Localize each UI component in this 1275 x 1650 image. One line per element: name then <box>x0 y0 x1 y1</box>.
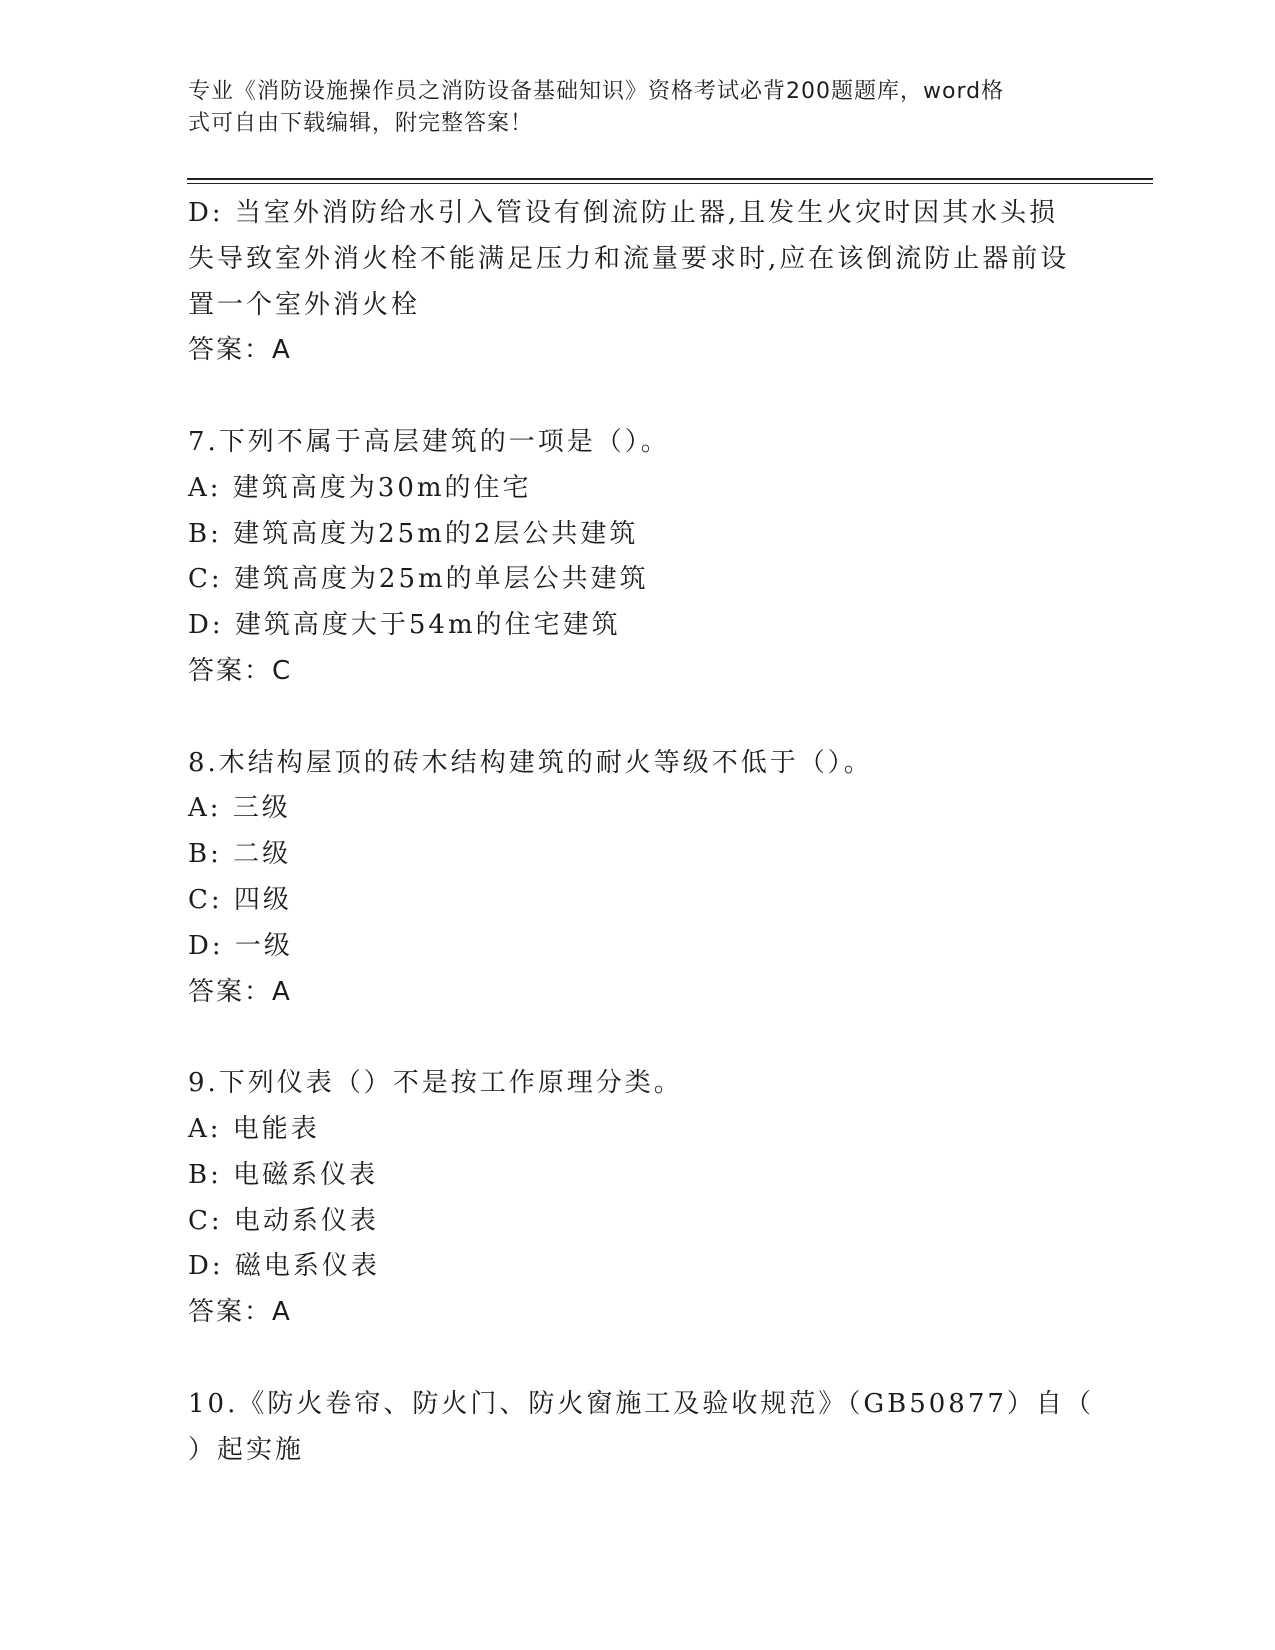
answer: 答案：A <box>188 976 292 1007</box>
document-header <box>188 76 1068 140</box>
question-9 <box>188 1061 1088 1336</box>
header-line-1: 专业《消防设施操作员之消防设备基础知识》资格考试必背200题题库，word格 <box>188 79 1005 104</box>
option-a: A: 三级 <box>188 793 291 824</box>
spacer <box>188 1015 1088 1061</box>
option-d: D: 一级 <box>188 930 293 961</box>
option-c: C: 建筑高度为25m的单层公共建筑 <box>188 564 649 595</box>
spacer <box>188 1336 1088 1382</box>
header-divider-thick <box>187 178 1153 180</box>
option-a: A: 建筑高度为30m的住宅 <box>188 472 532 503</box>
option-d: D: 磁电系仪表 <box>188 1251 380 1282</box>
question-6-tail <box>188 191 1088 374</box>
option-d-line-3: 置一个室外消火栓 <box>188 289 421 320</box>
option-b: B: 建筑高度为25m的2层公共建筑 <box>188 518 639 549</box>
question-stem: 9.下列仪表（）不是按工作原理分类。 <box>188 1068 683 1099</box>
option-d: D: 建筑高度大于54m的住宅建筑 <box>188 610 621 641</box>
question-stem-line-2: ）起实施 <box>188 1434 305 1465</box>
option-c: C: 电动系仪表 <box>188 1205 379 1236</box>
header-line-2: 式可自由下载编辑，附完整答案！ <box>188 111 534 136</box>
spacer <box>188 374 1088 420</box>
answer: 答案：A <box>188 1297 292 1328</box>
option-d-line-1: D: 当室外消防给水引入管设有倒流防止器,且发生火灾时因其水头损 <box>188 198 1059 228</box>
spacer <box>188 695 1088 741</box>
answer-6: 答案：A <box>188 335 292 366</box>
question-stem: 8.木结构屋顶的砖木结构建筑的耐火等级不低于（）。 <box>188 747 873 778</box>
option-b: B: 电磁系仪表 <box>188 1159 379 1190</box>
option-a: A: 电能表 <box>188 1113 320 1144</box>
question-10 <box>188 1382 1094 1474</box>
option-b: B: 二级 <box>188 839 292 870</box>
question-stem-line-1: 10.《防火卷帘、防火门、防火窗施工及验收规范》（GB50877）自（ <box>188 1388 1094 1419</box>
option-d-line-2: 失导致室外消火栓不能满足压力和流量要求时,应在该倒流防止器前设 <box>188 243 1070 274</box>
question-content <box>188 191 1094 1473</box>
question-stem: 7.下列不属于高层建筑的一项是（）。 <box>188 426 670 457</box>
question-7 <box>188 420 1088 695</box>
answer: 答案：C <box>188 655 293 686</box>
header-divider-thin <box>187 183 1153 184</box>
option-c: C: 四级 <box>188 884 292 915</box>
question-8 <box>188 741 1088 1016</box>
